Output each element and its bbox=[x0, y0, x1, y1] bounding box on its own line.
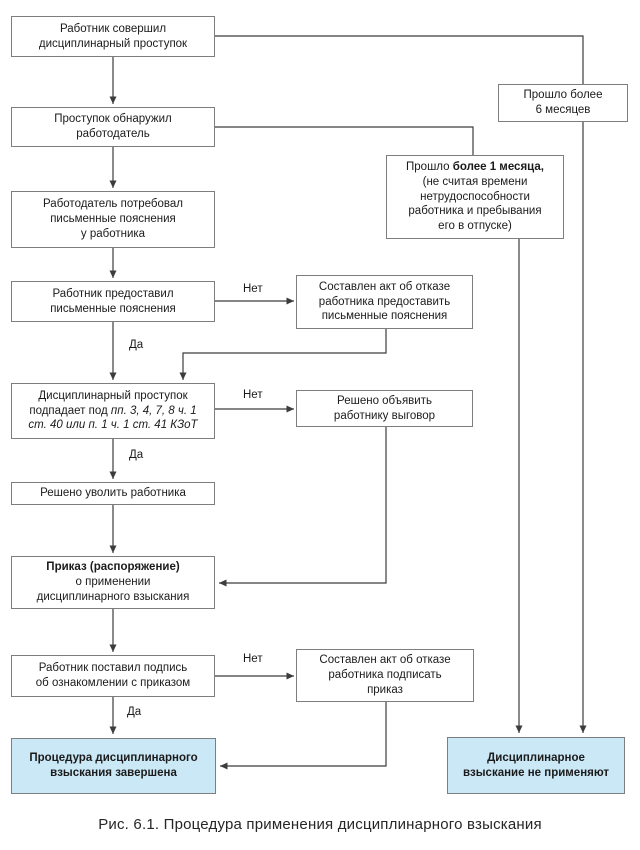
node-procedure-complete: Процедура дисциплинарного взыскания завершена bbox=[11, 738, 216, 794]
node-six-months-passed: Прошло более 6 месяцев bbox=[498, 84, 628, 122]
node-dismissal-decided: Решено уволить работника bbox=[11, 482, 215, 505]
node-offense-discovered: Проступок обнаружил работодатель bbox=[11, 107, 215, 147]
node-order-issued: Приказ (распоряжение) о применении дисциплинарного взыскания bbox=[11, 556, 215, 609]
node-signature-obtained: Работник поставил подпись об ознакомлении с приказом bbox=[11, 655, 215, 697]
label-yes-signature: Да bbox=[127, 706, 142, 718]
edge-reprimand-to-order bbox=[219, 427, 386, 583]
label-no-signature: Нет bbox=[243, 653, 263, 665]
node-act-refusal-sign: Составлен акт об отказе работника подписать приказ bbox=[296, 649, 474, 702]
label-no-explanation: Нет bbox=[243, 283, 263, 295]
label-yes-qualifies: Да bbox=[129, 449, 144, 461]
node-reprimand-decided: Решено объявить работнику выговор bbox=[296, 390, 473, 427]
node-explanation-provided: Работник предоставил письменные пояснения bbox=[11, 281, 215, 322]
label-no-qualifies: Нет bbox=[243, 389, 263, 401]
edge-act2-to-complete bbox=[220, 702, 386, 766]
label-yes-explanation: Да bbox=[129, 339, 144, 351]
node-offense-committed: Работник совершил дисциплинарный проступок bbox=[11, 16, 215, 57]
node-penalty-not-applied: Дисциплинарное взыскание не применяют bbox=[447, 737, 625, 794]
figure-caption: Рис. 6.1. Процедура применения дисциплинарного взыскания bbox=[98, 816, 542, 833]
node-explanation-requested: Работодатель потребовал письменные пояснения у работника bbox=[11, 191, 215, 248]
node-act-refusal-explanation: Составлен акт об отказе работника предоставить письменные пояснения bbox=[296, 275, 473, 329]
edge-committed-to-not-applied bbox=[215, 36, 583, 733]
node-offense-qualifies: Дисциплинарный проступок подпадает под пп. 3, 4, 7, 8 ч. 1 ст. 40 или п. 1 ч. 1 ст. 41 КЗоТ bbox=[11, 383, 215, 439]
node-one-month-passed: Прошло более 1 месяца, (не считая времени нетрудоспособности работника и пребывания его в отпуске) bbox=[386, 155, 564, 239]
edge-act1-to-qualifies bbox=[183, 329, 386, 380]
